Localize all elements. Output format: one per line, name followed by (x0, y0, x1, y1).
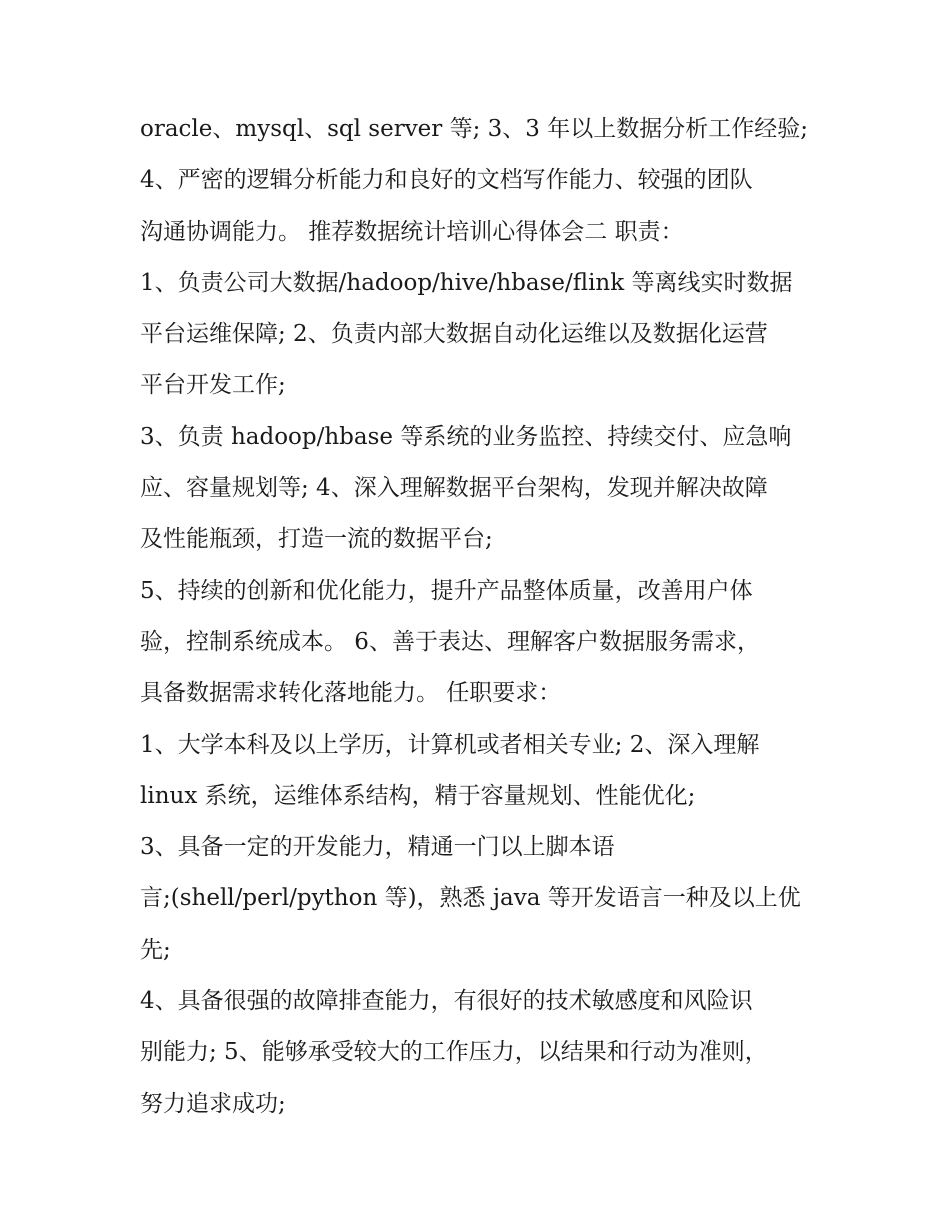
document-body (140, 104, 830, 1130)
text-line: 1、负责公司大数据/hadoop/hive/hbase/flink 等离线实时数据 (140, 269, 793, 296)
text-line: 1、大学本科及以上学历，计算机或者相关专业; 2、深入理解 (140, 731, 760, 758)
text-line: 应、容量规划等; 4、深入理解数据平台架构，发现并解决故障 (140, 475, 768, 502)
text-line: linux 系统，运维体系结构，精于容量规划、性能优化; (140, 782, 696, 809)
text-line: 别能力; 5、能够承受较大的工作压力，以结果和行动为准则， (140, 1039, 768, 1066)
text-line: 验，控制系统成本。 6、善于表达、理解客户数据服务需求， (140, 628, 760, 655)
text-line: 4、具备很强的故障排查能力，有很好的技术敏感度和风险识 (140, 988, 753, 1015)
text-line: 先; (140, 936, 171, 963)
text-line: 沟通协调能力。 推荐数据统计培训心得体会二 职责： (140, 218, 684, 245)
text-line: oracle、mysql、sql server 等; 3、3 年以上数据分析工作经验; (140, 116, 808, 142)
text-line: 平台运维保障; 2、负责内部大数据自动化运维以及数据化运营 (140, 321, 768, 348)
text-line: 言;(shell/perl/python 等)，熟悉 java 等开发语言一种及以上优 (140, 885, 801, 912)
text-line: 3、具备一定的开发能力，精通一门以上脚本语 (140, 834, 615, 861)
text-line: 4、严密的逻辑分析能力和良好的文档写作能力、较强的团队 (140, 167, 753, 194)
text-line: 平台开发工作; (140, 372, 286, 399)
text-line: 具备数据需求转化落地能力。 任职要求： (140, 680, 562, 707)
text-line: 及性能瓶颈，打造一流的数据平台; (140, 526, 493, 553)
text-line: 努力追求成功; (140, 1090, 286, 1117)
text-line: 5、持续的创新和优化能力，提升产品整体质量，改善用户体 (140, 577, 753, 604)
text-line: 3、负责 hadoop/hbase 等系统的业务监控、持续交付、应急响 (140, 423, 792, 450)
